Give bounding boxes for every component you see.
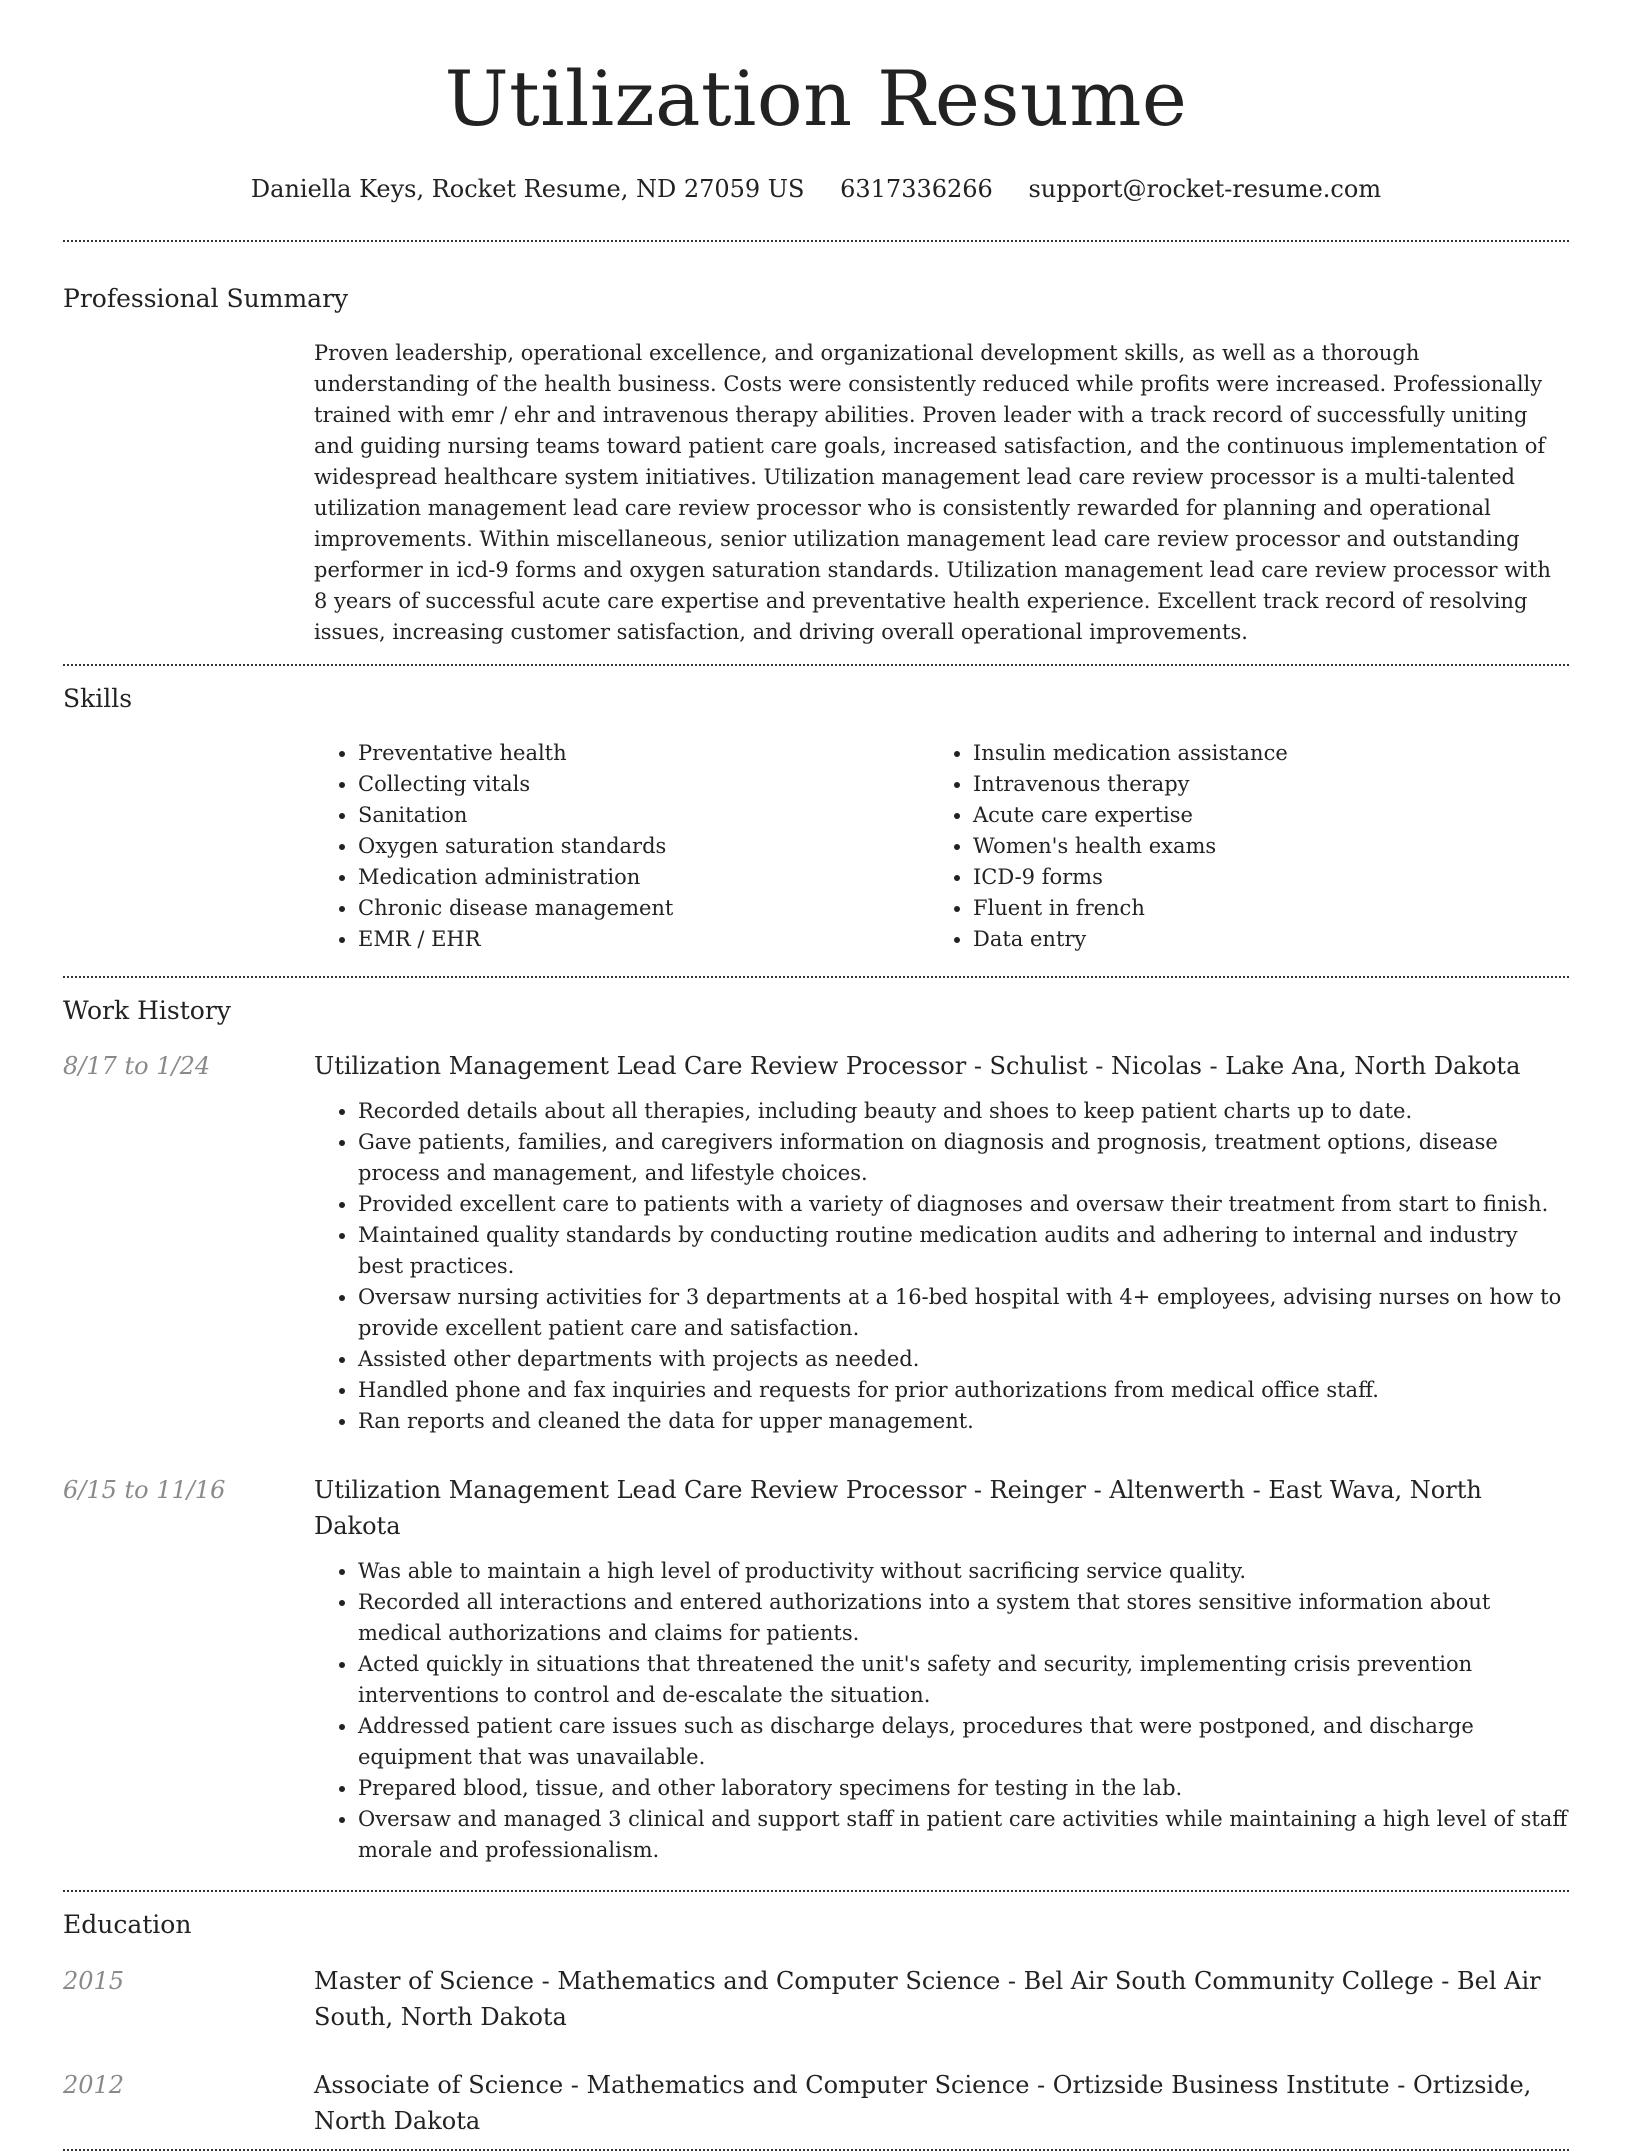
skill-item: • Oxygen saturation standards: [358, 831, 929, 862]
summary-section: [63, 284, 1569, 664]
job-bullet: • Handled phone and fax inquiries and requests for prior authorizations from medical office staff.: [358, 1375, 1569, 1406]
skill-item: • Data entry: [973, 924, 1544, 955]
skills-list-left: [314, 738, 929, 976]
skills-list-right: [929, 738, 1544, 976]
job-bullet: • Maintained quality standards by conducting routine medication audits and adhering to internal and industry best practices.: [358, 1220, 1569, 1282]
divider: [63, 976, 1569, 978]
education-entry: [63, 2067, 1569, 2149]
job-bullet: • Oversaw nursing activities for 3 departments at a 16-bed hospital with 4+ employees, advising nurses on how to provide excellent patient care and satisfaction.: [358, 1282, 1569, 1344]
education-text: Associate of Science - Mathematics and Computer Science - Ortizside Business Institute - Ortizside, North Dakota: [314, 2070, 1532, 2135]
section-heading-education: Education: [63, 1910, 192, 1939]
skill-item: • Medication administration: [358, 862, 929, 893]
job-date: 8/17 to 1/24: [63, 1052, 211, 1080]
education-entry: [63, 1963, 1569, 2067]
skill-item: • EMR / EHR: [358, 924, 929, 955]
job-bullet: • Gave patients, families, and caregivers information on diagnosis and prognosis, treatment options, disease process and management, and lifestyle choices.: [358, 1127, 1569, 1189]
education-section: [63, 1910, 1569, 2149]
education-text: Master of Science - Mathematics and Computer Science - Bel Air South Community College - Bel Air South, North Dakota: [314, 1966, 1541, 2031]
skill-item: • Insulin medication assistance: [973, 738, 1544, 769]
job-bullet: • Ran reports and cleaned the data for upper management.: [358, 1406, 1569, 1437]
skill-item: • Preventative health: [358, 738, 929, 769]
job-body: [314, 1048, 1569, 1472]
contact-email: support@rocket-resume.com: [1028, 175, 1382, 203]
skill-item: • Acute care expertise: [973, 800, 1544, 831]
work-section: [63, 996, 1569, 1890]
job-bullets: [314, 1096, 1569, 1437]
divider: [63, 1890, 1569, 1892]
divider: [63, 664, 1569, 666]
job-title: Utilization Management Lead Care Review Processor - Schulist - Nicolas - Lake Ana, North Dakota: [314, 1052, 1521, 1080]
skill-item: • Women's health exams: [973, 831, 1544, 862]
job-bullet: • Prepared blood, tissue, and other laboratory specimens for testing in the lab.: [358, 1773, 1569, 1804]
summary-text: Proven leadership, operational excellence, and organizational development skills, as well as a thorough understanding of the health business. Costs were consistently reduced while profits were increased. Professionally trained with emr / ehr and intravenous therapy abilities. Proven leader with a track record of successfully uniting and guiding nursing teams toward patient care goals, increased satisfaction, and the continuous implementation of widespread healthcare system initiatives. Utilization management lead care review processor is a multi-talented utilization management lead care review processor who is consistently rewarded for planning and operational improvements. Within miscellaneous, senior utilization management lead care review processor and outstanding performer in icd-9 forms and oxygen saturation standards. Utilization management lead care review processor with 8 years of successful acute care expertise and preventative health experience. Excellent track record of resolving issues, increasing customer satisfaction, and driving overall operational improvements.: [314, 341, 1551, 644]
skill-item: • Collecting vitals: [358, 769, 929, 800]
section-heading-summary: Professional Summary: [63, 284, 349, 313]
job-title: Utilization Management Lead Care Review Processor - Reinger - Altenwerth - East Wava, North Dakota: [314, 1476, 1482, 1540]
job-bullet: • Addressed patient care issues such as discharge delays, procedures that were postponed, and discharge equipment that was unavailable.: [358, 1711, 1569, 1773]
divider: [63, 2149, 1569, 2151]
skill-item: • Chronic disease management: [358, 893, 929, 924]
skills-columns: [314, 738, 1569, 976]
job-bullet: • Recorded details about all therapies, including beauty and shoes to keep patient charts up to date.: [358, 1096, 1569, 1127]
skill-item: • ICD-9 forms: [973, 862, 1544, 893]
skill-item: • Fluent in french: [973, 893, 1544, 924]
resume-title: Utilization Resume: [444, 54, 1188, 143]
skill-item: • Sanitation: [358, 800, 929, 831]
section-heading-skills: Skills: [63, 684, 133, 713]
contact-address: Daniella Keys, Rocket Resume, ND 27059 US: [250, 175, 805, 203]
contact-line: [63, 144, 1569, 240]
job-bullet: • Acted quickly in situations that threatened the unit's safety and security, implementing crisis prevention interventions to control and de-escalate the situation.: [358, 1649, 1569, 1711]
skills-section: [63, 684, 1569, 976]
education-date: 2015: [63, 1966, 125, 1995]
job-date: 6/15 to 11/16: [63, 1476, 226, 1504]
job-bullet: • Oversaw and managed 3 clinical and support staff in patient care activities while maintaining a high level of staff morale and professionalism.: [358, 1804, 1569, 1866]
contact-phone: 6317336266: [840, 175, 993, 203]
job-bullet: • Assisted other departments with projects as needed.: [358, 1344, 1569, 1375]
job-body: [314, 1472, 1569, 1890]
section-heading-work: Work History: [63, 996, 231, 1025]
divider: [63, 240, 1569, 242]
job-bullet: • Was able to maintain a high level of productivity without sacrificing service quality.: [358, 1556, 1569, 1587]
job-bullet: • Recorded all interactions and entered authorizations into a system that stores sensitive information about medical authorizations and claims for patients.: [358, 1587, 1569, 1649]
skill-item: • Intravenous therapy: [973, 769, 1544, 800]
job-entry: [63, 1048, 1569, 1472]
job-bullets: [314, 1556, 1569, 1866]
job-entry: [63, 1472, 1569, 1890]
education-date: 2012: [63, 2070, 125, 2099]
job-bullet: • Provided excellent care to patients with a variety of diagnoses and oversaw their treatment from start to finish.: [358, 1189, 1569, 1220]
